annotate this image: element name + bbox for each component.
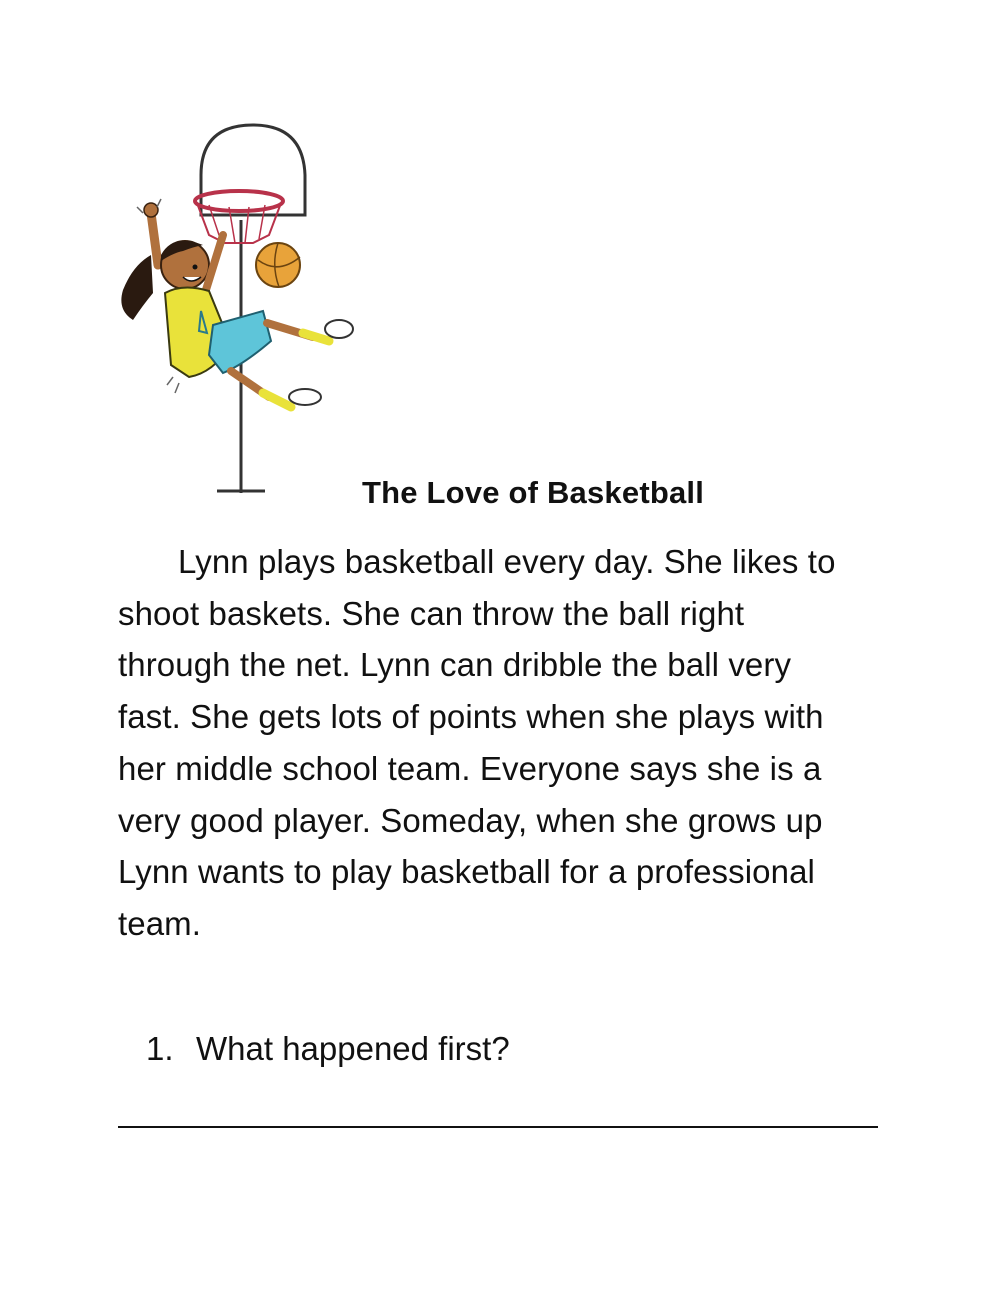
- passage-line: her middle school team. Everyone says she is a: [118, 749, 822, 787]
- basketball-player-illustration: [113, 115, 365, 507]
- passage-line: Lynn plays basketball every day. She likes to: [178, 543, 836, 580]
- question-text: What happened first?: [196, 1030, 510, 1067]
- passage-line: team.: [118, 904, 202, 942]
- answer-blank-line[interactable]: [118, 1126, 878, 1128]
- question-number: 1.: [146, 1030, 174, 1067]
- passage-line: fast. She gets lots of points when she plays with: [118, 698, 824, 736]
- question-item: [146, 1027, 510, 1071]
- worksheet-title: The Love of Basketball: [362, 475, 705, 510]
- passage-line: Lynn wants to play basketball for a professional: [118, 853, 815, 891]
- passage-line: shoot baskets. She can throw the ball right: [118, 594, 745, 632]
- reading-passage: [118, 536, 908, 950]
- passage-line: very good player. Someday, when she grows up: [118, 801, 823, 839]
- passage-line: through the net. Lynn can dribble the ball very: [118, 646, 792, 684]
- basketball-player-dunking-icon: [113, 115, 365, 507]
